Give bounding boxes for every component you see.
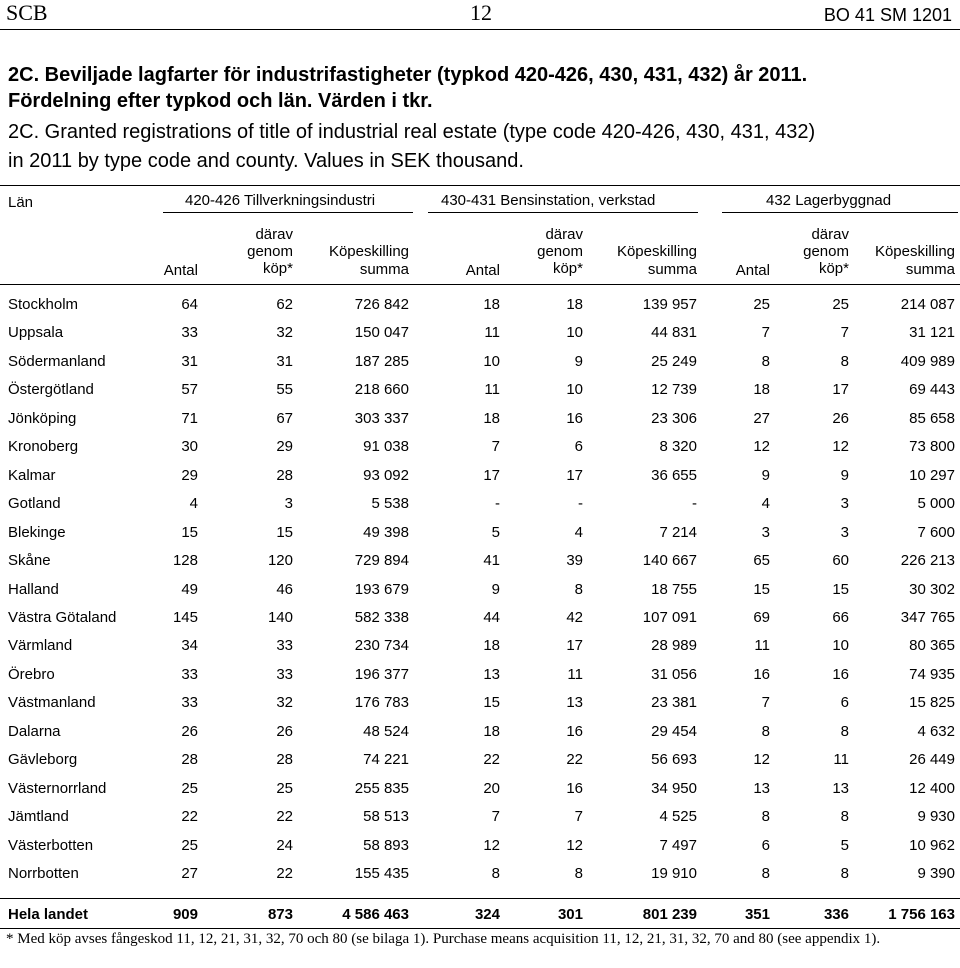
subheader-kopeskilling: summa [359,261,409,278]
group-header-bensinstation: 430-431 Bensinstation, verkstad [441,192,656,209]
title-swedish-line-2: Fördelning efter typkod och län. Värden i tkr. [8,90,433,112]
table-cell: 12 [753,751,770,769]
table-cell: 27 [753,409,770,427]
table-cell: 33 [276,665,293,683]
total-cell: 801 239 [642,906,697,923]
table-cell: 74 935 [909,665,955,683]
table-cell: 8 [840,722,849,740]
table-cell: 13 [483,665,500,683]
table-cell: 9 [491,580,500,598]
table-cell: 7 [761,694,770,712]
table-cell: 28 [181,751,198,769]
table-cell: 65 [753,552,770,570]
title-swedish-line-1: 2C. Beviljade lagfarter för industrifastigheter (typkod 420-426, 430, 431, 432) år 2011. [8,64,808,86]
subheader-darav: därav [255,226,293,243]
total-label: Hela landet [8,906,89,923]
table-cell: 26 [276,722,293,740]
table-cell: 15 [276,523,293,541]
table-cell: 85 658 [909,409,955,427]
table-cell: 32 [276,324,293,342]
table-cell: 12 [483,836,500,854]
table-cell: 13 [566,694,583,712]
table-cell: 11 [833,751,849,769]
table-cell: 91 038 [363,438,409,456]
table-cell: 729 894 [354,552,409,570]
table-cell: 31 056 [651,665,697,683]
table-cell: 18 755 [651,580,697,598]
table-cell: 10 962 [909,836,955,854]
subheader-darav: köp* [818,260,849,277]
county-name: Jämtland [8,808,69,826]
table-cell: 5 000 [917,495,955,513]
table-cell: 48 524 [363,722,409,740]
table-cell: 140 667 [642,552,697,570]
table-cell: 42 [566,608,583,626]
group-rule-3 [722,212,958,213]
table-cell: 22 [566,751,583,769]
county-name: Östergötland [8,381,94,399]
total-cell: 4 586 463 [342,906,409,923]
table-cell: 18 [483,722,500,740]
table-cell: 32 [276,694,293,712]
table-cell: 5 [840,836,849,854]
table-cell: 31 [181,352,198,370]
table-cell: 17 [483,466,500,484]
table-cell: 11 [754,637,770,655]
table-cell: 8 [840,808,849,826]
header-rule [0,29,960,30]
title-english-line-1: 2C. Granted registrations of title of industrial real estate (type code 420-426, 430, 431, 432) [8,121,816,143]
table-cell: 16 [566,779,583,797]
table-cell: 140 [267,608,293,626]
table-cell: - [495,495,500,513]
table-cell: 31 121 [909,324,955,342]
table-cell: 303 337 [354,409,409,427]
county-name: Västernorrland [8,779,107,797]
table-cell: 8 [761,352,770,370]
table-cell: 7 497 [659,836,697,854]
report-series: SCB [6,0,48,25]
table-cell: 5 [491,523,500,541]
table-cell: 15 [181,523,198,541]
table-cell: 30 302 [909,580,955,598]
group-header-tillverkning: 420-426 Tillverkningsindustri [185,192,376,209]
table-cell: 6 [840,694,849,712]
county-name: Blekinge [8,523,66,541]
total-cell: 301 [557,906,583,923]
table-cell: 67 [276,409,293,427]
title-swedish [8,62,948,114]
table-cell: 23 306 [651,409,697,427]
table-cell: 15 [753,580,770,598]
table-cell: 25 249 [651,352,697,370]
table-cell: 24 [276,836,293,854]
table-cell: 193 679 [354,580,409,598]
table-cell: 18 [483,296,500,313]
table-cell: 11 [567,665,583,683]
table-cell: 4 525 [659,808,697,826]
total-top-rule [0,898,960,899]
table-cell: 73 800 [909,438,955,456]
table-cell: 7 [574,808,583,826]
county-name: Kronoberg [8,438,79,456]
table-cell: 33 [276,637,293,655]
county-name: Örebro [8,665,55,683]
table-cell: 15 [483,694,500,712]
county-name: Gotland [8,495,61,513]
subheader-kopeskilling: Köpeskilling [874,243,955,260]
table-cell: - [578,495,583,513]
table-bottom-rule [0,928,960,929]
table-cell: 11 [484,324,500,342]
table-cell: 10 297 [909,466,955,484]
table-cell: - [692,495,697,513]
table-cell: 13 [753,779,770,797]
table-cell: 34 950 [651,779,697,797]
total-cell: 351 [744,906,770,923]
table-cell: 7 [491,438,500,456]
table-cell: 34 [181,637,198,655]
table-cell: 17 [566,466,583,484]
subheader-kopeskilling: Köpeskilling [328,243,409,260]
table-cell: 7 214 [659,523,697,541]
table-cell: 218 660 [354,381,409,399]
table-cell: 60 [832,552,849,570]
table-cell: 107 091 [642,608,697,626]
table-cell: 10 [566,324,583,342]
title-english-line-2: in 2011 by type code and county. Values in SEK thousand. [8,150,524,172]
table-cell: 20 [483,779,500,797]
total-cell: 873 [267,906,293,923]
table-cell: 26 [832,409,849,427]
table-cell: 7 [491,808,500,826]
table-cell: 17 [832,381,849,399]
table-cell: 4 [574,523,583,541]
county-name: Halland [8,580,59,598]
table-cell: 66 [832,608,849,626]
table-cell: 9 930 [917,808,955,826]
table-cell: 128 [172,552,198,570]
page-number: 12 [470,0,492,25]
table-cell: 29 454 [651,722,697,740]
table-cell: 39 [566,552,583,570]
table-cell: 3 [761,523,770,541]
table-cell: 10 [832,637,849,655]
table-cell: 155 435 [354,865,409,882]
group-rule-1 [163,212,413,213]
table-cell: 187 285 [354,352,409,370]
table-cell: 4 [761,495,770,513]
table-cell: 28 [276,466,293,484]
table-cell: 15 825 [909,694,955,712]
table-cell: 25 [276,779,293,797]
county-name: Stockholm [8,296,79,313]
table-cell: 27 [181,865,198,882]
table-cell: 11 [484,381,500,399]
county-name: Västerbotten [8,836,94,854]
total-cell: 336 [823,906,849,923]
table-cell: 8 320 [659,438,697,456]
total-cell: 1 756 163 [888,906,955,923]
table-cell: 25 [181,779,198,797]
subheader-antal: Antal [735,262,770,279]
subheader-darav: därav [545,226,583,243]
table-cell: 5 538 [371,495,409,513]
table-cell: 120 [267,552,293,570]
table-cell: 49 398 [363,523,409,541]
table-cell: 25 [753,296,770,313]
county-name: Uppsala [8,324,64,342]
county-name: Jönköping [8,409,77,427]
table-cell: 8 [761,722,770,740]
table-cell: 18 [483,409,500,427]
table-cell: 16 [566,409,583,427]
table-cell: 49 [181,580,198,598]
county-name: Värmland [8,637,73,655]
table-cell: 196 377 [354,665,409,683]
table-cell: 8 [574,580,583,598]
table-cell: 10 [483,352,500,370]
footnote: * Med köp avses fångeskod 11, 12, 21, 31, 32, 70 och 80 (se bilaga 1). Purchase means acquisition 11, 12, 21, 31, 32, 70 and 80 (see appendix 1). [6,931,881,947]
table-cell: 6 [761,836,770,854]
table-cell: 582 338 [354,608,409,626]
table-cell: 29 [276,438,293,456]
table-cell: 226 213 [900,552,955,570]
subheader-darav: köp* [262,260,293,277]
table-cell: 33 [181,324,198,342]
table-cell: 22 [483,751,500,769]
table-cell: 7 600 [917,523,955,541]
table-cell: 7 [761,324,770,342]
table-cell: 4 632 [917,722,955,740]
title-english [8,118,948,176]
table-cell: 9 [574,352,583,370]
county-name: Västra Götaland [8,608,117,626]
table-cell: 28 989 [651,637,697,655]
table-top-rule [0,185,960,186]
table-cell: 33 [181,665,198,683]
subheader-darav: därav [811,226,849,243]
table-cell: 19 910 [651,865,697,882]
table-cell: 30 [181,438,198,456]
table-cell: 41 [483,552,500,570]
table-cell: 214 087 [900,296,955,313]
table-cell: 8 [491,865,500,882]
table-cell: 16 [832,665,849,683]
table-cell: 12 [832,438,849,456]
table-cell: 22 [276,865,293,882]
subheader-kopeskilling: Köpeskilling [616,243,697,260]
subheader-kopeskilling: summa [905,261,955,278]
group-rule-2 [428,212,698,213]
table-cell: 93 092 [363,466,409,484]
table-cell: 33 [181,694,198,712]
table-cell: 409 989 [900,352,955,370]
table-cell: 6 [574,438,583,456]
table-cell: 9 390 [917,865,955,882]
table-cell: 255 835 [354,779,409,797]
table-cell: 3 [840,523,849,541]
county-column-header: Län [8,194,34,211]
table-cell: 58 893 [363,836,409,854]
table-cell: 12 [753,438,770,456]
subheader-darav: genom [803,243,849,260]
table-cell: 18 [753,381,770,399]
table-cell: 139 957 [642,296,697,313]
table-cell: 28 [276,751,293,769]
county-name: Skåne [8,552,51,570]
table-cell: 145 [172,608,198,626]
table-cell: 12 [566,836,583,854]
table-cell: 64 [181,296,198,313]
table-cell: 58 513 [363,808,409,826]
subheader-darav: köp* [552,260,583,277]
table-cell: 56 693 [651,751,697,769]
table-cell: 44 831 [651,324,697,342]
table-cell: 74 221 [363,751,409,769]
county-name: Västmanland [8,694,96,712]
table-cell: 4 [189,495,198,513]
county-name: Södermanland [8,352,106,370]
table-cell: 80 365 [909,637,955,655]
table-cell: 9 [840,466,849,484]
subheader-antal: Antal [465,262,500,279]
table-cell: 17 [566,637,583,655]
table-cell: 22 [276,808,293,826]
group-header-lagerbyggnad: 432 Lagerbyggnad [766,192,892,209]
header-bottom-rule [0,284,960,285]
table-cell: 71 [181,409,198,427]
table-cell: 8 [574,865,583,882]
total-cell: 909 [172,906,198,923]
county-name: Dalarna [8,722,61,740]
table-cell: 25 [181,836,198,854]
report-code: BO 41 SM 1201 [823,5,952,25]
county-name: Kalmar [8,466,56,484]
table-cell: 25 [832,296,849,313]
table-cell: 44 [483,608,500,626]
table-cell: 55 [276,381,293,399]
table-cell: 3 [840,495,849,513]
table-cell: 9 [761,466,770,484]
table-cell: 12 400 [909,779,955,797]
table-cell: 7 [840,324,849,342]
table-cell: 46 [276,580,293,598]
table-cell: 69 [753,608,770,626]
table-cell: 230 734 [354,637,409,655]
table-cell: 3 [284,495,293,513]
subheader-darav: genom [537,243,583,260]
table-cell: 36 655 [651,466,697,484]
table-cell: 13 [832,779,849,797]
subheader-darav: genom [247,243,293,260]
table-cell: 18 [566,296,583,313]
subheader-kopeskilling: summa [647,261,697,278]
table-cell: 12 739 [651,381,697,399]
table-cell: 8 [761,808,770,826]
table-cell: 10 [566,381,583,399]
table-cell: 15 [832,580,849,598]
table-cell: 26 [181,722,198,740]
table-cell: 69 443 [909,381,955,399]
table-cell: 57 [181,381,198,399]
county-name: Gävleborg [8,751,78,769]
table-cell: 26 449 [909,751,955,769]
table-cell: 347 765 [900,608,955,626]
table-cell: 22 [181,808,198,826]
total-cell: 324 [474,906,500,923]
table-cell: 23 381 [651,694,697,712]
table-cell: 16 [753,665,770,683]
table-cell: 18 [483,637,500,655]
table-cell: 726 842 [354,296,409,313]
table-cell: 8 [840,865,849,882]
table-cell: 176 783 [354,694,409,712]
table-cell: 8 [840,352,849,370]
table-cell: 150 047 [354,324,409,342]
table-cell: 16 [566,722,583,740]
subheader-antal: Antal [163,262,198,279]
table-cell: 62 [276,296,293,313]
table-cell: 29 [181,466,198,484]
table-cell: 8 [761,865,770,882]
county-name: Norrbotten [8,865,79,882]
table-cell: 31 [276,352,293,370]
